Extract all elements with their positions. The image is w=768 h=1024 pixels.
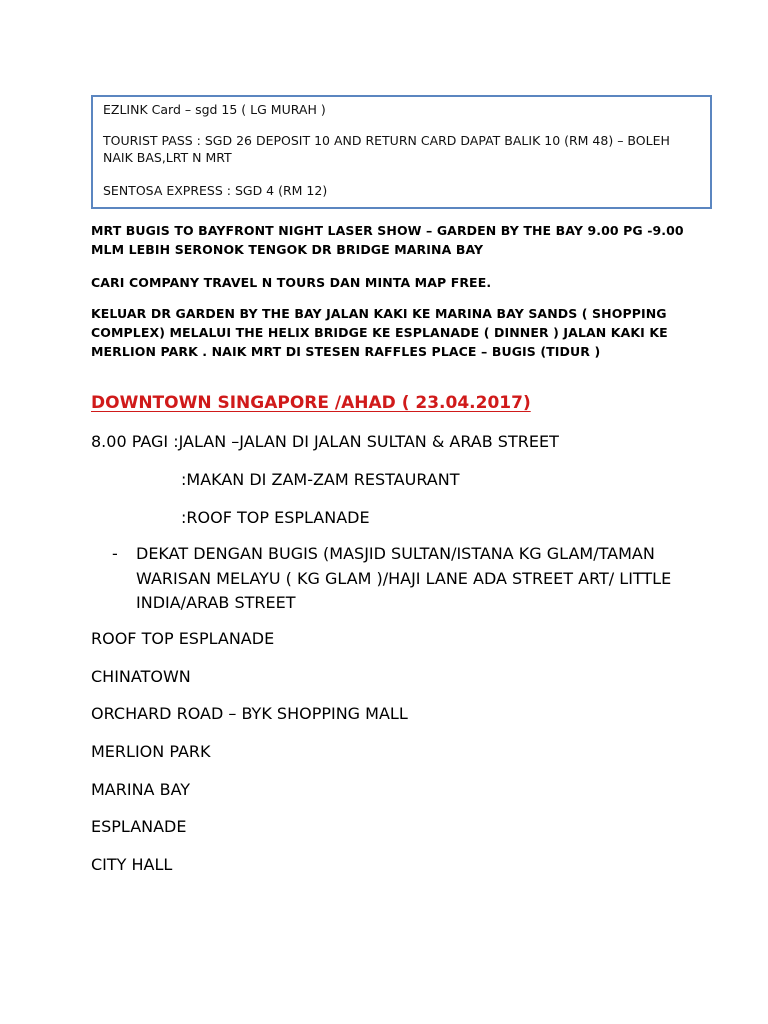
sentosa-express-line: SENTOSA EXPRESS : SGD 4 (RM 12) [103, 183, 328, 198]
tourist-pass-line: TOURIST PASS : SGD 26 DEPOSIT 10 AND RETURN CARD DAPAT BALIK 10 (RM 48) – BOLEH NAIK BAS,LRT N MRT [103, 133, 670, 165]
places-list [91, 627, 408, 891]
ezlink-card-line: EZLINK Card – sgd 15 ( LG MURAH ) [103, 102, 326, 117]
list-item: ROOF TOP ESPLANADE [91, 629, 275, 648]
list-item: ORCHARD ROAD – BYK SHOPPING MALL [91, 704, 408, 724]
list-item: CHINATOWN [91, 666, 191, 686]
list-item: ESPLANADE [91, 817, 187, 837]
bugis-nearby-bullet: DEKAT DENGAN BUGIS (MASJID SULTAN/ISTANA KG GLAM/TAMAN WARISAN MELAYU ( KG GLAM )/HAJI LANE ADA STREET ART/ LITTLE INDIA/ARAB STREET [136, 544, 672, 612]
bullet-dash-icon: - [112, 544, 118, 563]
list-item: MARINA BAY [91, 779, 191, 799]
schedule-line-eat: :MAKAN DI ZAM-ZAM RESTAURANT [181, 470, 460, 489]
walking-route-note: KELUAR DR GARDEN BY THE BAY JALAN KAKI KE MARINA BAY SANDS ( SHOPPING COMPLEX) MELALUI THE HELIX BRIDGE KE ESPLANADE ( DINNER ) JALAN KAKI KE MERLION PARK . NAIK MRT DI STESEN RAFFLES PLACE – BUGIS (TIDUR ) [91, 306, 668, 359]
day-heading: DOWNTOWN SINGAPORE /AHAD ( 23.04.2017) [91, 393, 531, 413]
transport-info-box [91, 95, 712, 209]
mrt-laser-show-note: MRT BUGIS TO BAYFRONT NIGHT LASER SHOW – GARDEN BY THE BAY 9.00 PG -9.00 MLM LEBIH SERONOK TENGOK DR BRIDGE MARINA BAY [91, 223, 684, 257]
list-item: CITY HALL [91, 855, 173, 875]
list-item: MERLION PARK [91, 742, 211, 762]
free-map-note: CARI COMPANY TRAVEL N TOURS DAN MINTA MAP FREE. [91, 275, 492, 290]
schedule-line-rooftop: :ROOF TOP ESPLANADE [181, 508, 370, 527]
schedule-line-walk: 8.00 PAGI :JALAN –JALAN DI JALAN SULTAN & ARAB STREET [91, 432, 559, 451]
